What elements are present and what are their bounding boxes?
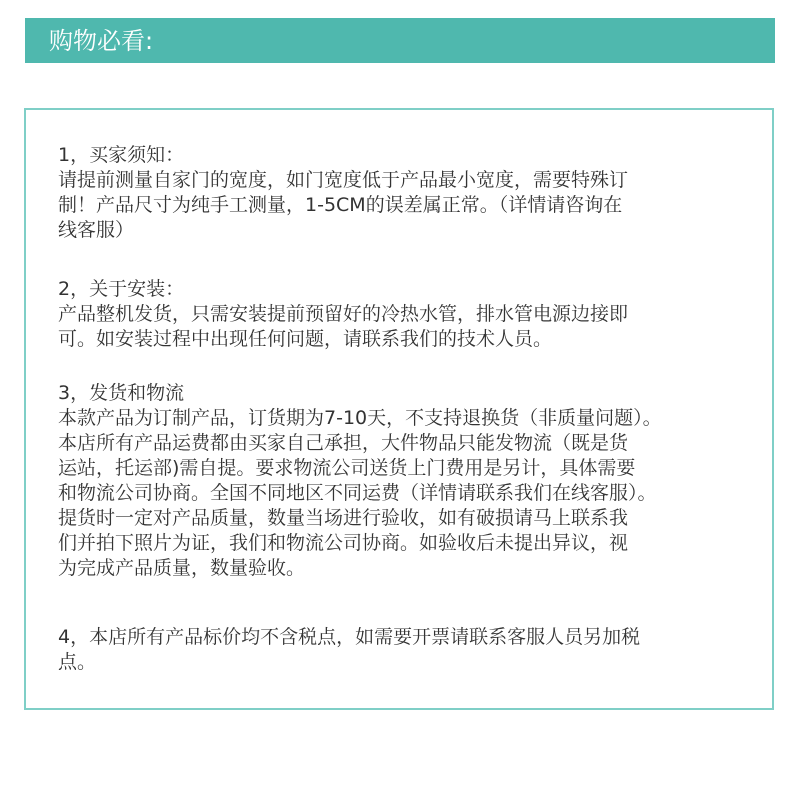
text-line: 制！产品尺寸为纯手工测量，1-5CM的误差属正常。（详情请咨询在 <box>58 194 623 216</box>
text-line: 运站，托运部)需自提。要求物流公司送货上门费用是另计，具体需要 <box>58 457 636 479</box>
text-line: 为完成产品质量，数量验收。 <box>58 557 306 579</box>
section-installation <box>58 277 758 352</box>
section-heading: 3，发货和物流 <box>58 382 185 404</box>
text-line: 线客服） <box>58 219 135 241</box>
text-line: 点。 <box>58 651 97 673</box>
text-line: 请提前测量自家门的宽度，如门宽度低于产品最小宽度，需要特殊订 <box>58 169 629 191</box>
page-title: 购物必看: <box>49 27 154 55</box>
section-tax <box>58 625 758 675</box>
text-line: 们并拍下照片为证，我们和物流公司协商。如验收后未提出异议，视 <box>58 532 629 554</box>
header-bar <box>25 18 775 63</box>
section-heading: 2，关于安装： <box>58 278 185 300</box>
text-line: 提货时一定对产品质量，数量当场进行验收，如有破损请马上联系我 <box>58 507 629 529</box>
text-line: 4，本店所有产品标价均不含税点，如需要开票请联系客服人员另加税 <box>58 626 641 648</box>
section-buyer-notice <box>58 143 758 243</box>
text-line: 产品整机发货，只需安装提前预留好的冷热水管，排水管电源边接即 <box>58 303 629 325</box>
notice-content-box <box>24 108 774 710</box>
text-line: 本店所有产品运费都由买家自己承担，大件物品只能发物流（既是货 <box>58 432 629 454</box>
text-line: 本款产品为订制产品，订货期为7-10天，不支持退换货（非质量问题）。 <box>58 407 662 429</box>
text-line: 可。如安装过程中出现任何问题，请联系我们的技术人员。 <box>58 328 553 350</box>
section-heading: 1，买家须知： <box>58 144 185 166</box>
section-shipping <box>58 381 758 581</box>
text-line: 和物流公司协商。全国不同地区不同运费（详情请联系我们在线客服）。 <box>58 482 657 504</box>
